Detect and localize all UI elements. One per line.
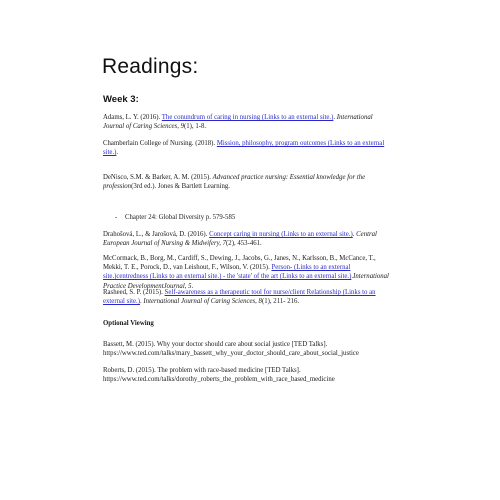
book-title: Advanced practice nursing: Essential knowledge for the profession <box>103 174 366 191</box>
week-heading: Week 3: <box>103 94 139 105</box>
reference-link-adams[interactable]: The conundrum of caring in nursing (Links to an external site.) <box>161 114 334 121</box>
reference-text: . <box>116 149 119 157</box>
journal-name: Central European Journal of Nursing & Midwifery, 7 <box>103 231 377 248</box>
chapter-text: Chapter 24: Global Diversity p. 579-585 <box>125 214 236 221</box>
reference-denisco <box>103 173 393 191</box>
reference-adams <box>103 113 393 131</box>
reference-text: . <box>333 114 337 121</box>
reference-text: . <box>351 273 354 281</box>
reference-drahosova <box>103 230 393 248</box>
reference-link-drahosova[interactable]: Concept caring in nursing (Links to an external site.) <box>209 231 353 238</box>
reference-text: (2), 453-461. <box>226 240 262 248</box>
reference-text: Adams, L. Y. (2016). <box>103 114 162 121</box>
optional-viewing-heading: Optional Viewing <box>103 320 154 327</box>
reference-mccormack <box>103 254 393 291</box>
journal-name: International Practice DevelopmentJournal, 5 <box>103 273 389 290</box>
reference-link-chamberlain[interactable]: Mission, philosophy, program outcomes (Links to an external site.) <box>103 140 385 157</box>
page-title: Readings: <box>102 55 199 78</box>
ted-url: https://www.ted.com/talks/mary_bassett_why_your_doctor_should_care_about_social_justice <box>103 350 359 358</box>
reference-chamberlain <box>103 139 393 157</box>
ted-url: https://www.ted.com/talks/dorothy_roberts_the_problem_with_race_based_medicine <box>103 376 335 384</box>
journal-name: International Journal of Caring Sciences, 8 <box>143 298 262 306</box>
bullet-icon: - <box>115 214 118 221</box>
reference-text: Roberts, D. (2015). The problem with race-based medicine [TED Talks]. <box>103 367 301 374</box>
optional-roberts <box>103 366 393 384</box>
reference-link-rasheed[interactable]: Self-awareness as a therapeutic tool for nurse/client Relationship (Links to an external site.) <box>103 289 376 306</box>
reference-rasheed <box>103 288 393 306</box>
reference-text: Drahošová, L., & Jarošová, D. (2016). <box>103 231 210 238</box>
reference-text: (1), 1-8. <box>184 123 207 131</box>
reference-text: (3rd ed.). Jones & Bartlett Learning. <box>131 183 230 191</box>
reference-text: Rasheed, S. P. (2015). <box>103 289 165 296</box>
reference-text: (1), 211- 216. <box>261 298 300 306</box>
reference-text: . <box>140 298 144 306</box>
journal-name: International Journal of Caring Sciences, 9 <box>103 114 373 131</box>
reference-text: . <box>352 231 357 238</box>
optional-bassett <box>103 340 393 358</box>
reference-link-mccormack[interactable]: Person- (Links to an external site.)centredness (Links to an external site.) - the 'state' of the art (Links to an external site.) <box>103 264 352 281</box>
chapter-bullet <box>115 213 235 222</box>
reference-text: Chamberlain College of Nursing. (2018). <box>103 140 217 147</box>
reference-text: DeNisco, S.M. & Barker, A. M. (2015). <box>103 174 213 181</box>
reference-text: Bassett, M. (2015). Why your doctor should care about social justice [TED Talks]. <box>103 341 328 348</box>
reference-text: . <box>191 282 194 290</box>
reference-text: McCormack, B., Borg, M., Cardiff, S., Dewing, J., Jacobs, G., Janes, N., Karlsson, B., McCance, T., Mekki, T. E., Porock, D., van Leishout, F., Wilson, V. (2015). <box>103 255 376 272</box>
